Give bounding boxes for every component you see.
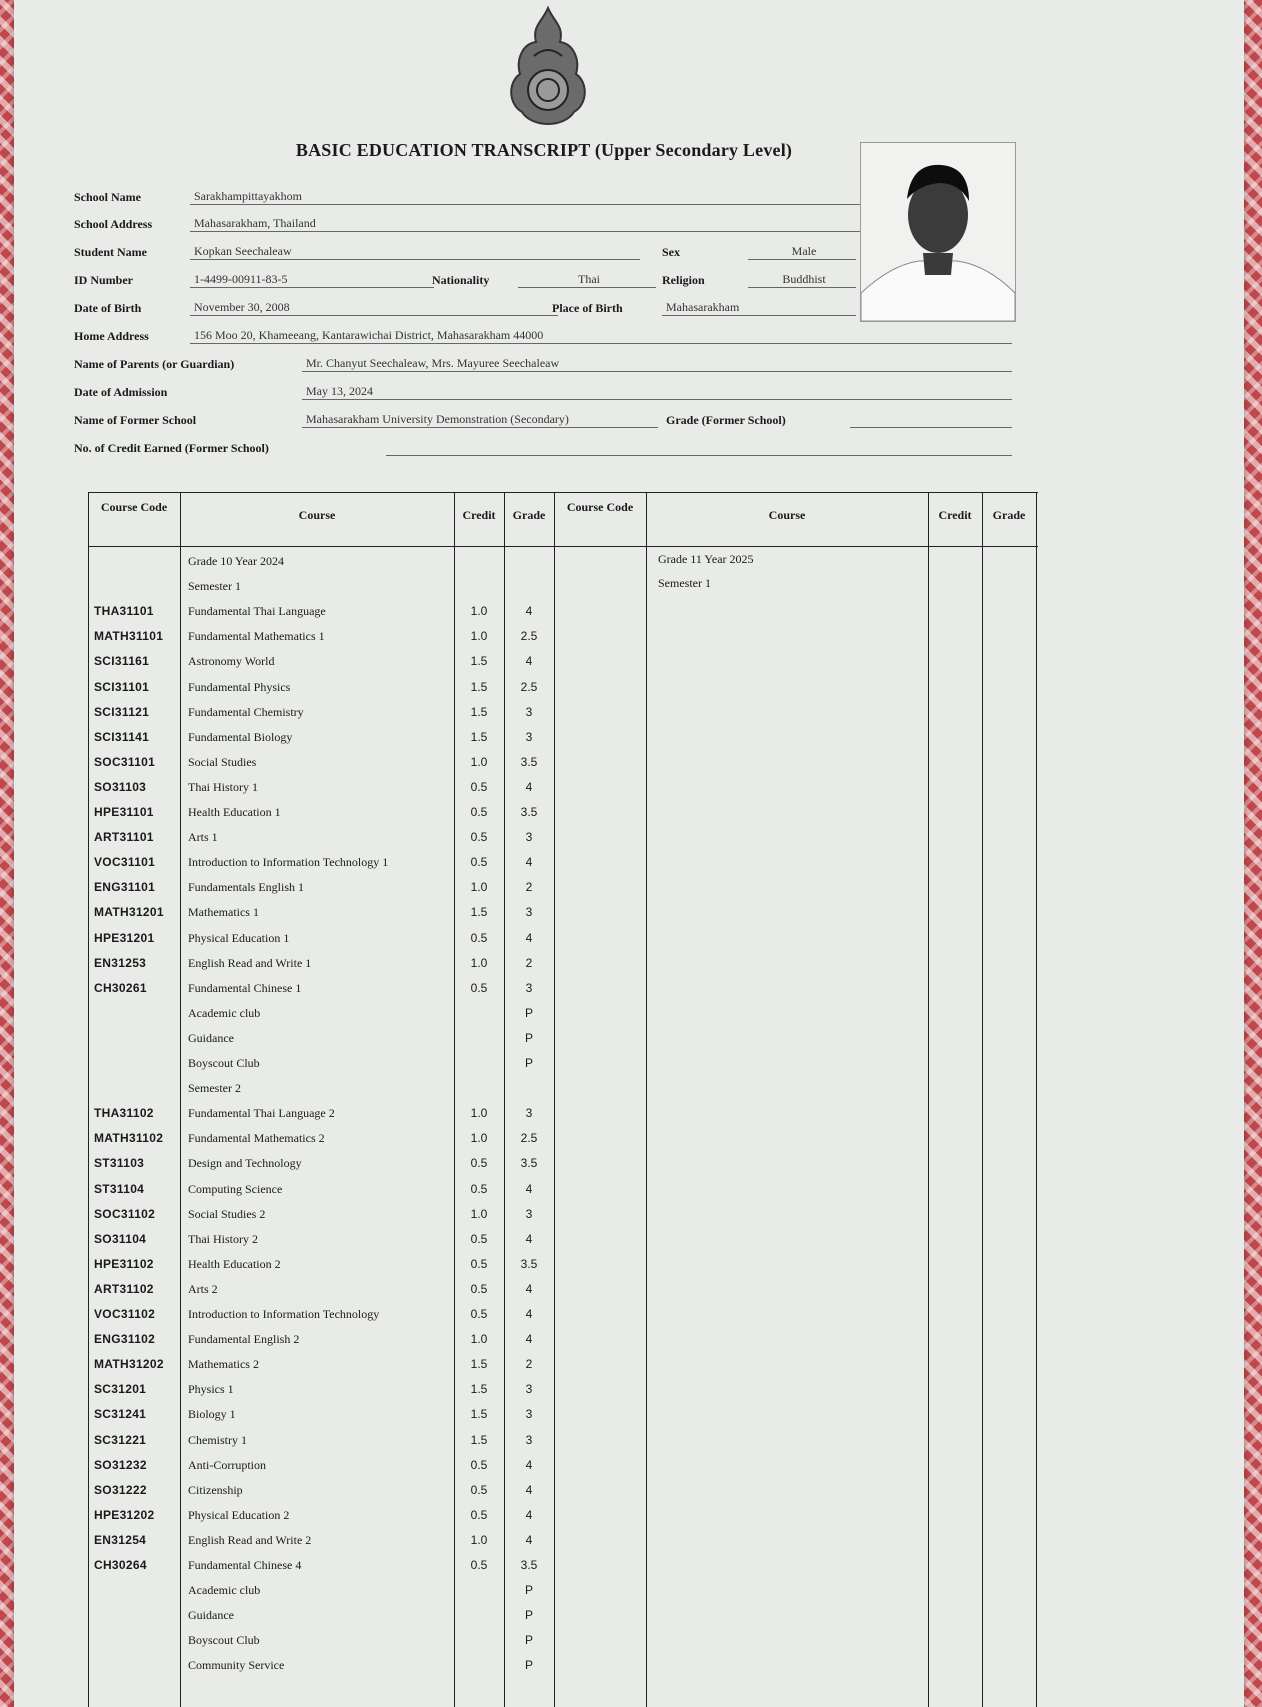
parents-label: Name of Parents (or Guardian) xyxy=(74,357,235,371)
grade-cell: 4 xyxy=(525,855,533,869)
date-of-admission-label: Date of Admission xyxy=(74,385,168,399)
credit-cell: 0.5 xyxy=(470,1483,488,1497)
parents-value: Mr. Chanyut Seechaleaw, Mrs. Mayuree Seechaleaw xyxy=(302,356,1012,372)
home-address-label: Home Address xyxy=(74,329,149,343)
course-name-cell: Health Education 2 xyxy=(188,1257,281,1271)
course-name-cell: Thai History 2 xyxy=(188,1232,258,1246)
grade11-year-heading: Grade 11 Year 2025 xyxy=(658,552,754,566)
credit-earned-label: No. of Credit Earned (Former School) xyxy=(74,441,269,455)
course-name-cell: Social Studies 2 xyxy=(188,1207,266,1221)
course-code-cell: ENG31102 xyxy=(94,1332,156,1346)
course-code-cell: MATH31202 xyxy=(94,1357,164,1371)
credit-cell: 1.5 xyxy=(470,705,488,719)
course-name-cell: Computing Science xyxy=(188,1182,283,1196)
table-border xyxy=(1036,492,1037,1707)
course-name-cell: Academic club xyxy=(188,1583,261,1597)
course-name-cell: Fundamental Mathematics 2 xyxy=(188,1131,325,1145)
credit-cell: 1.0 xyxy=(470,629,488,643)
credit-earned-value xyxy=(386,440,1012,456)
table-border xyxy=(554,492,555,1707)
grade-cell: 2 xyxy=(525,956,533,970)
course-name-cell: Arts 1 xyxy=(188,830,218,844)
course-code-cell: ART31102 xyxy=(94,1282,154,1296)
course-name-cell: Fundamental Thai Language xyxy=(188,604,326,618)
course-code-cell: SCI31161 xyxy=(94,654,150,668)
nationality-value: Thai xyxy=(518,272,656,288)
course-name-cell: Boyscout Club xyxy=(188,1056,260,1070)
grade-cell: P xyxy=(524,1006,533,1020)
grade-cell: 4 xyxy=(525,1508,533,1522)
course-code-cell: MATH31201 xyxy=(94,905,164,919)
course-name-cell: Fundamental Biology xyxy=(188,730,293,744)
course-name-cell: English Read and Write 2 xyxy=(188,1533,312,1547)
grade-cell: 3 xyxy=(525,1407,533,1421)
credit-cell: 0.5 xyxy=(470,931,488,945)
school-address-value: Mahasarakham, Thailand xyxy=(190,216,860,232)
grade-cell: 3 xyxy=(525,705,533,719)
course-name-cell: Community Service xyxy=(188,1658,285,1672)
credit-cell: 1.5 xyxy=(470,680,488,694)
course-name-cell: Boyscout Club xyxy=(188,1633,260,1647)
course-name-cell: Semester 2 xyxy=(188,1081,241,1095)
course-code-cell: HPE31202 xyxy=(94,1508,155,1522)
grade-cell: 4 xyxy=(525,654,533,668)
grade-cell: 4 xyxy=(525,1458,533,1472)
credit-cell: 0.5 xyxy=(470,1182,488,1196)
table-border xyxy=(646,492,647,1707)
credit-cell: 0.5 xyxy=(470,1458,488,1472)
course-name-cell: Fundamental English 2 xyxy=(188,1332,300,1346)
course-name-cell: Design and Technology xyxy=(188,1156,302,1170)
course-name-cell: Guidance xyxy=(188,1031,234,1045)
header-credit-left: Credit xyxy=(462,508,496,522)
credit-cell: 1.5 xyxy=(470,730,488,744)
grade-cell: 3.5 xyxy=(520,1558,538,1572)
table-border xyxy=(982,492,983,1707)
grade-cell: 3 xyxy=(525,730,533,744)
course-code-cell: SO31232 xyxy=(94,1458,147,1472)
nationality-label: Nationality xyxy=(432,273,490,287)
grade-cell: P xyxy=(524,1658,533,1672)
course-code-cell: VOC31101 xyxy=(94,855,156,869)
table-border xyxy=(88,492,89,1707)
credit-cell: 1.5 xyxy=(470,1407,488,1421)
grade-cell: P xyxy=(524,1031,533,1045)
course-name-cell: Physical Education 1 xyxy=(188,931,290,945)
course-code-cell: ENG31101 xyxy=(94,880,156,894)
credit-cell: 1.5 xyxy=(470,1433,488,1447)
credit-cell: 1.0 xyxy=(470,956,488,970)
course-code-cell: SC31241 xyxy=(94,1407,147,1421)
course-code-cell: SC31221 xyxy=(94,1433,147,1447)
grade-cell: 2.5 xyxy=(520,629,538,643)
grade-cell: 3.5 xyxy=(520,1156,538,1170)
grade-cell: 3 xyxy=(525,905,533,919)
course-name-cell: Fundamental Mathematics 1 xyxy=(188,629,325,643)
student-photo xyxy=(860,142,1016,322)
course-code-cell: SO31104 xyxy=(94,1232,147,1246)
course-name-cell: Biology 1 xyxy=(188,1407,236,1421)
id-number-value: 1-4499-00911-83-5 xyxy=(190,272,434,288)
grade-cell: 4 xyxy=(525,1282,533,1296)
grade-cell: 4 xyxy=(525,1483,533,1497)
grade-cell: 3.5 xyxy=(520,805,538,819)
course-code-cell: SO31103 xyxy=(94,780,147,794)
former-school-value: Mahasarakham University Demonstration (Secondary) xyxy=(302,412,658,428)
course-name-cell: Grade 10 Year 2024 xyxy=(188,554,284,568)
course-name-cell: Introduction to Information Technology xyxy=(188,1307,380,1321)
course-code-cell: SO31222 xyxy=(94,1483,147,1497)
religion-value: Buddhist xyxy=(748,272,856,288)
course-name-cell: Fundamental Physics xyxy=(188,680,291,694)
credit-cell: 1.0 xyxy=(470,1207,488,1221)
grade-former-school-label: Grade (Former School) xyxy=(666,413,786,427)
grade11-semester-heading: Semester 1 xyxy=(658,576,711,590)
grade-cell: 2.5 xyxy=(520,1131,538,1145)
table-top-border xyxy=(88,492,1038,493)
credit-cell: 0.5 xyxy=(470,1232,488,1246)
grade-cell: 3 xyxy=(525,1433,533,1447)
credit-cell: 0.5 xyxy=(470,780,488,794)
school-name-value: Sarakhampittayakhom xyxy=(190,189,860,205)
grade-cell: 4 xyxy=(525,604,533,618)
course-name-cell: Academic club xyxy=(188,1006,261,1020)
id-number-label: ID Number xyxy=(74,273,133,287)
credit-cell: 1.5 xyxy=(470,1382,488,1396)
place-of-birth-value: Mahasarakham xyxy=(662,300,856,316)
grade-cell: 2 xyxy=(525,1357,533,1371)
credit-cell: 1.0 xyxy=(470,604,488,618)
table-border xyxy=(504,492,505,1707)
course-code-cell: MATH31102 xyxy=(94,1131,164,1145)
course-name-cell: Semester 1 xyxy=(188,579,241,593)
course-code-cell: EN31253 xyxy=(94,956,147,970)
credit-cell: 0.5 xyxy=(470,981,488,995)
grade-cell: 3 xyxy=(525,1207,533,1221)
course-code-cell: ST31104 xyxy=(94,1182,145,1196)
grade-cell: 3 xyxy=(525,981,533,995)
school-name-label: School Name xyxy=(74,190,141,204)
grade-cell: 2.5 xyxy=(520,680,538,694)
course-name-cell: Astronomy World xyxy=(188,654,275,668)
credit-cell: 1.0 xyxy=(470,1533,488,1547)
grade-cell: 2 xyxy=(525,880,533,894)
sex-value: Male xyxy=(748,244,856,260)
course-code-cell: MATH31101 xyxy=(94,629,164,643)
document-title: BASIC EDUCATION TRANSCRIPT (Upper Secondary Level) xyxy=(295,140,793,160)
course-code-cell: ART31101 xyxy=(94,830,154,844)
course-code-cell: THA31102 xyxy=(94,1106,154,1120)
transcript-table xyxy=(88,492,1038,1707)
course-name-cell: Mathematics 2 xyxy=(188,1357,259,1371)
home-address-value: 156 Moo 20, Khameeang, Kantarawichai District, Mahasarakham 44000 xyxy=(190,328,1012,344)
course-name-cell: Guidance xyxy=(188,1608,234,1622)
course-code-cell: CH30264 xyxy=(94,1558,147,1572)
date-of-birth-label: Date of Birth xyxy=(74,301,142,315)
course-name-cell: Citizenship xyxy=(188,1483,243,1497)
course-name-cell: Social Studies xyxy=(188,755,257,769)
course-name-cell: Health Education 1 xyxy=(188,805,281,819)
credit-cell: 0.5 xyxy=(470,855,488,869)
course-name-cell: English Read and Write 1 xyxy=(188,956,312,970)
student-name-value: Kopkan Seechaleaw xyxy=(190,244,640,260)
credit-cell: 0.5 xyxy=(470,1257,488,1271)
table-border xyxy=(928,492,929,1707)
header-grade-right: Grade xyxy=(992,508,1026,522)
former-school-label: Name of Former School xyxy=(74,413,197,427)
grade-cell: 3 xyxy=(525,1106,533,1120)
course-name-cell: Fundamental Chemistry xyxy=(188,705,304,719)
course-name-cell: Fundamental Chinese 1 xyxy=(188,981,302,995)
course-code-cell: EN31254 xyxy=(94,1533,147,1547)
course-code-cell: SOC31101 xyxy=(94,755,156,769)
course-code-cell: VOC31102 xyxy=(94,1307,156,1321)
course-code-cell: SOC31102 xyxy=(94,1207,156,1221)
course-name-cell: Chemistry 1 xyxy=(188,1433,247,1447)
credit-cell: 1.5 xyxy=(470,905,488,919)
course-name-cell: Fundamentals English 1 xyxy=(188,880,304,894)
sex-label: Sex xyxy=(662,245,680,259)
table-border xyxy=(454,492,455,1707)
grade-cell: P xyxy=(524,1633,533,1647)
grade-cell: 3 xyxy=(525,1382,533,1396)
course-name-cell: Thai History 1 xyxy=(188,780,258,794)
header-grade-left: Grade xyxy=(512,508,546,522)
transcript-page xyxy=(14,0,1244,1707)
credit-cell: 1.0 xyxy=(470,1332,488,1346)
table-header-border xyxy=(88,546,1038,547)
religion-label: Religion xyxy=(662,273,705,287)
course-code-cell: SC31201 xyxy=(94,1382,147,1396)
credit-cell: 0.5 xyxy=(470,1307,488,1321)
grade-cell: 4 xyxy=(525,931,533,945)
course-code-cell: SCI31141 xyxy=(94,730,150,744)
place-of-birth-label: Place of Birth xyxy=(552,301,623,315)
grade-cell: 4 xyxy=(525,1232,533,1246)
credit-cell: 1.0 xyxy=(470,1131,488,1145)
grade-cell: P xyxy=(524,1583,533,1597)
school-address-label: School Address xyxy=(74,217,153,231)
course-name-cell: Fundamental Thai Language 2 xyxy=(188,1106,335,1120)
course-name-cell: Physics 1 xyxy=(188,1382,234,1396)
credit-cell: 0.5 xyxy=(470,1508,488,1522)
header-course-code-left: Course Code xyxy=(100,500,168,514)
course-name-cell: Physical Education 2 xyxy=(188,1508,290,1522)
credit-cell: 0.5 xyxy=(470,1282,488,1296)
header-course-left: Course xyxy=(298,508,336,522)
credit-cell: 1.5 xyxy=(470,654,488,668)
credit-cell: 1.0 xyxy=(470,755,488,769)
course-name-cell: Introduction to Information Technology 1 xyxy=(188,855,389,869)
grade-cell: 4 xyxy=(525,1332,533,1346)
table-border xyxy=(180,492,181,1707)
course-code-cell: HPE31201 xyxy=(94,931,155,945)
course-name-cell: Fundamental Chinese 4 xyxy=(188,1558,302,1572)
credit-cell: 1.0 xyxy=(470,880,488,894)
credit-cell: 0.5 xyxy=(470,830,488,844)
grade-cell: 3.5 xyxy=(520,1257,538,1271)
school-seal-emblem xyxy=(502,4,594,132)
grade-cell: P xyxy=(524,1608,533,1622)
grade-cell: 3 xyxy=(525,830,533,844)
credit-cell: 0.5 xyxy=(470,1558,488,1572)
date-of-birth-value: November 30, 2008 xyxy=(190,300,558,316)
grade-former-school-value xyxy=(850,412,1012,428)
header-course-code-right: Course Code xyxy=(566,500,634,514)
grade-cell: 4 xyxy=(525,1182,533,1196)
grade-cell: 4 xyxy=(525,1533,533,1547)
course-code-cell: HPE31102 xyxy=(94,1257,154,1271)
header-course-right: Course xyxy=(768,508,806,522)
grade-cell: 3.5 xyxy=(520,755,538,769)
course-name-cell: Mathematics 1 xyxy=(188,905,259,919)
credit-cell: 1.0 xyxy=(470,1106,488,1120)
credit-cell: 0.5 xyxy=(470,805,488,819)
grade-cell: 4 xyxy=(525,1307,533,1321)
course-code-cell: HPE31101 xyxy=(94,805,154,819)
date-of-admission-value: May 13, 2024 xyxy=(302,384,1012,400)
student-name-label: Student Name xyxy=(74,245,148,259)
grade-cell: 4 xyxy=(525,780,533,794)
grade-cell: P xyxy=(524,1056,533,1070)
course-code-cell: THA31101 xyxy=(94,604,154,618)
credit-cell: 1.5 xyxy=(470,1357,488,1371)
course-code-cell: CH30261 xyxy=(94,981,147,995)
course-code-cell: ST31103 xyxy=(94,1156,145,1170)
course-code-cell: SCI31121 xyxy=(94,705,150,719)
course-name-cell: Anti-Corruption xyxy=(188,1458,266,1472)
header-credit-right: Credit xyxy=(938,508,972,522)
credit-cell: 0.5 xyxy=(470,1156,488,1170)
course-code-cell: SCI31101 xyxy=(94,680,150,694)
course-name-cell: Arts 2 xyxy=(188,1282,218,1296)
